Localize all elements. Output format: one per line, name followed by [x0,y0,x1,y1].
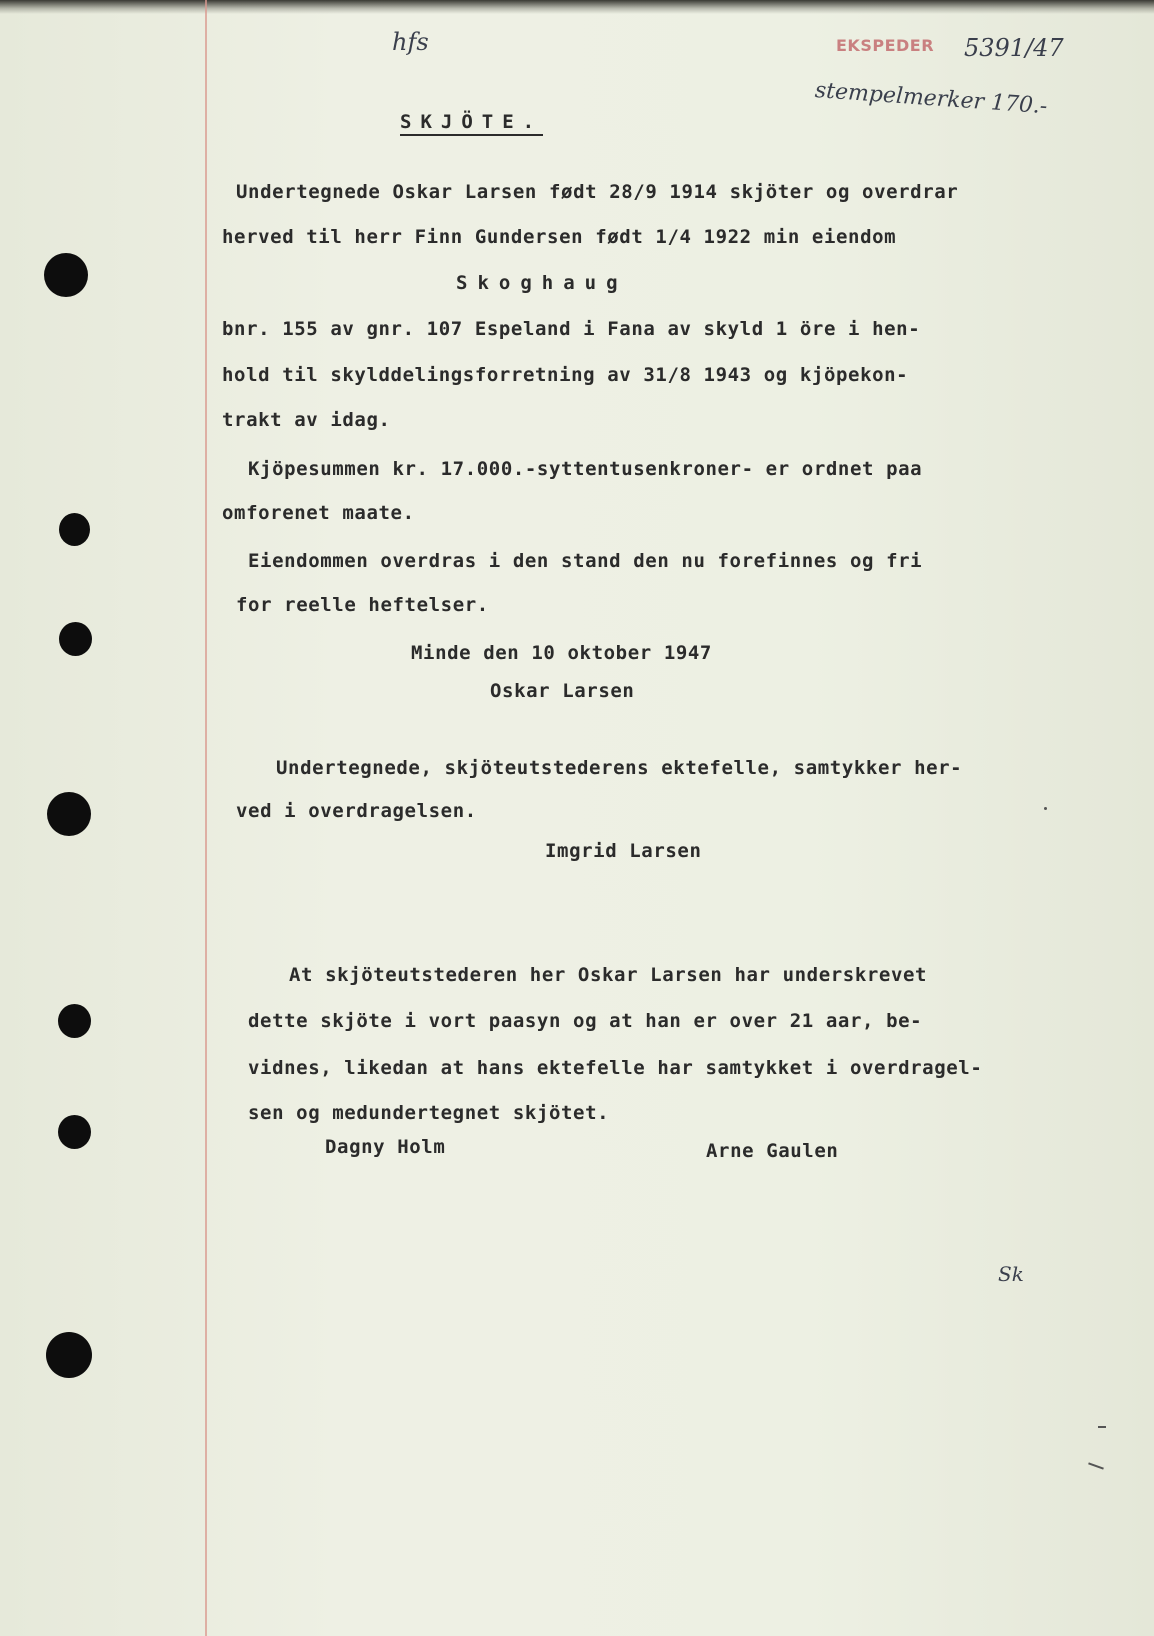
body-line-5: hold til skylddelingsforretning av 31/8 1943 og kjöpekon- [222,364,909,386]
body-line-9: Eiendommen overdras i den stand den nu forefinnes og fri [248,550,923,572]
margin-tick [1088,1462,1104,1469]
punch-hole-4 [47,792,91,836]
margin-tick [1098,1426,1106,1428]
punch-hole-1 [44,253,88,297]
witness-line-4: sen og medundertegnet skjötet. [248,1102,610,1124]
witness-line-3: vidnes, likedan at hans ektefelle har samtykket i overdragel- [248,1057,983,1079]
footer-initials: Sk [998,1262,1024,1286]
punch-hole-7 [46,1332,92,1378]
witness-signature-arne-gaulen: Arne Gaulen [706,1140,839,1162]
body-line-1: Undertegnede Oskar Larsen født 28/9 1914 skjöter og overdrar [236,181,959,203]
punch-hole-3 [59,622,92,656]
ekspeder-stamp: EKSPEDER [836,36,935,55]
place-date: Minde den 10 oktober 1947 [411,642,712,664]
body-line-8: omforenet maate. [222,502,415,524]
stamp-note: stempelmerker 170.- [814,78,1049,120]
body-line-2: herved til herr Finn Gundersen født 1/4 1922 min eiendom [222,226,897,248]
body-line-10: for reelle heftelser. [236,594,489,616]
punch-hole-2 [59,513,90,546]
reference-number: 5391/47 [964,34,1064,62]
consent-line-2: ved i overdragelsen. [236,800,477,822]
consent-line-1: Undertegnede, skjöteutstederens ektefelle, samtykker her- [276,757,963,779]
margin-rule [205,0,207,1636]
document-title: SKJÖTE. [400,111,543,133]
punch-hole-6 [58,1115,91,1149]
body-line-7: Kjöpesummen kr. 17.000.-syttentusenkroner- er ordnet paa [248,458,923,480]
dot-mark [1044,807,1047,810]
punch-hole-5 [58,1004,91,1038]
witness-line-2: dette skjöte i vort paasyn og at han er over 21 aar, be- [248,1010,923,1032]
scan-edge-shadow [0,0,1154,14]
witness-line-1: At skjöteutstederen her Oskar Larsen har underskrevet [289,964,928,986]
signature-imgrid-larsen: Imgrid Larsen [545,840,702,862]
handwritten-initials: hfs [392,28,429,56]
witness-signature-dagny-holm: Dagny Holm [325,1136,446,1158]
body-line-6: trakt av idag. [222,409,391,431]
property-name: Skoghaug [456,272,628,294]
signature-oskar-larsen: Oskar Larsen [490,680,635,702]
body-line-4: bnr. 155 av gnr. 107 Espeland i Fana av skyld 1 öre i hen- [222,318,921,340]
